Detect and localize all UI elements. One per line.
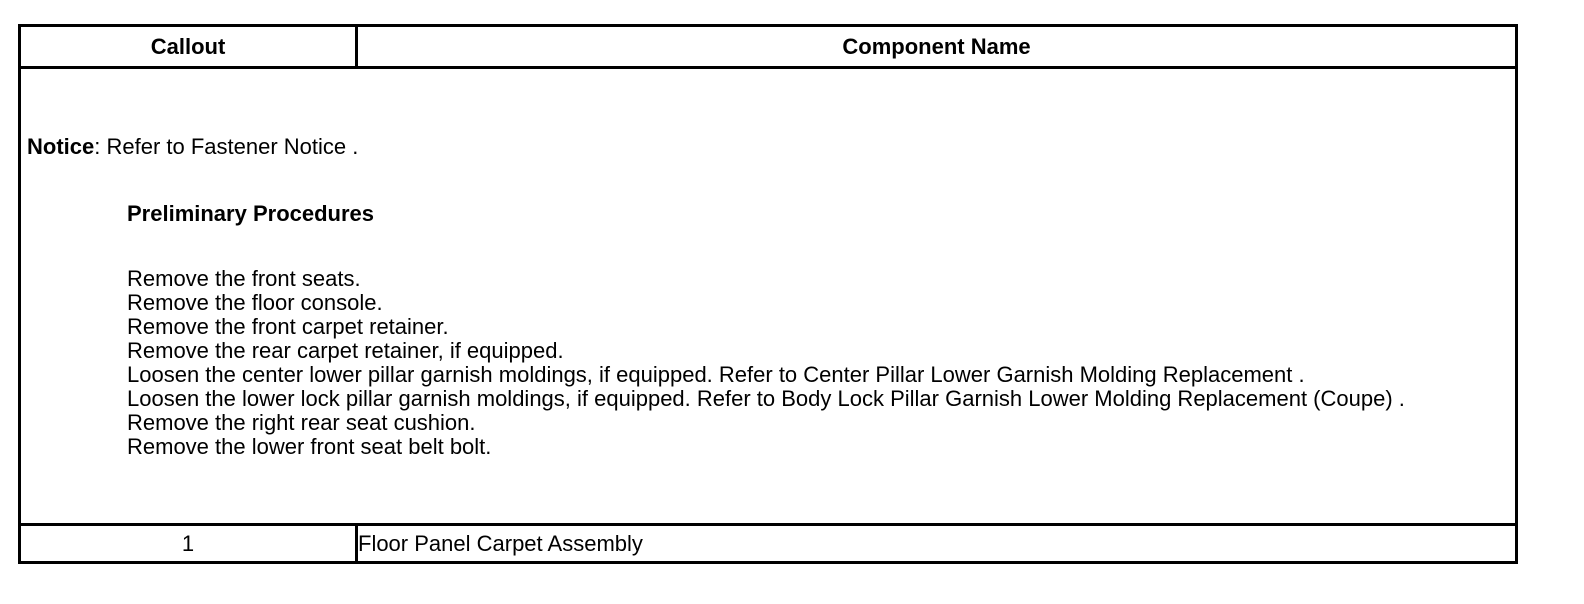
notice-text: : Refer to Fastener Notice . bbox=[94, 134, 359, 159]
callout-header: Callout bbox=[20, 26, 357, 68]
notes-row bbox=[20, 68, 1517, 525]
component-name-header: Component Name bbox=[357, 26, 1517, 68]
notice-label: Notice bbox=[27, 134, 95, 159]
component-table bbox=[18, 24, 1518, 564]
procedure-step: Remove the lower front seat belt bolt. bbox=[127, 434, 492, 459]
preliminary-steps-list bbox=[127, 267, 1487, 459]
header-row bbox=[20, 26, 1517, 68]
procedure-step: Loosen the lower lock pillar garnish moldings, if equipped. Refer to Body Lock Pillar Garnish Lower Molding Replacement (Coupe) . bbox=[127, 386, 1405, 411]
procedure-step: Remove the right rear seat cushion. bbox=[127, 410, 476, 435]
procedure-step: Remove the floor console. bbox=[127, 290, 383, 315]
preliminary-procedures-title: Preliminary Procedures bbox=[127, 201, 375, 226]
procedure-step: Remove the front seats. bbox=[127, 266, 361, 291]
procedure-step: Remove the front carpet retainer. bbox=[127, 314, 449, 339]
callout-cell: 1 bbox=[20, 525, 357, 563]
procedure-step: Loosen the center lower pillar garnish moldings, if equipped. Refer to Center Pillar Lower Garnish Molding Replacement . bbox=[127, 362, 1305, 387]
procedure-step: Remove the rear carpet retainer, if equipped. bbox=[127, 338, 564, 363]
table-row bbox=[20, 525, 1517, 563]
component-name-cell: Floor Panel Carpet Assembly bbox=[357, 525, 1517, 563]
notes-cell bbox=[20, 68, 1517, 525]
notice-line bbox=[27, 135, 358, 159]
